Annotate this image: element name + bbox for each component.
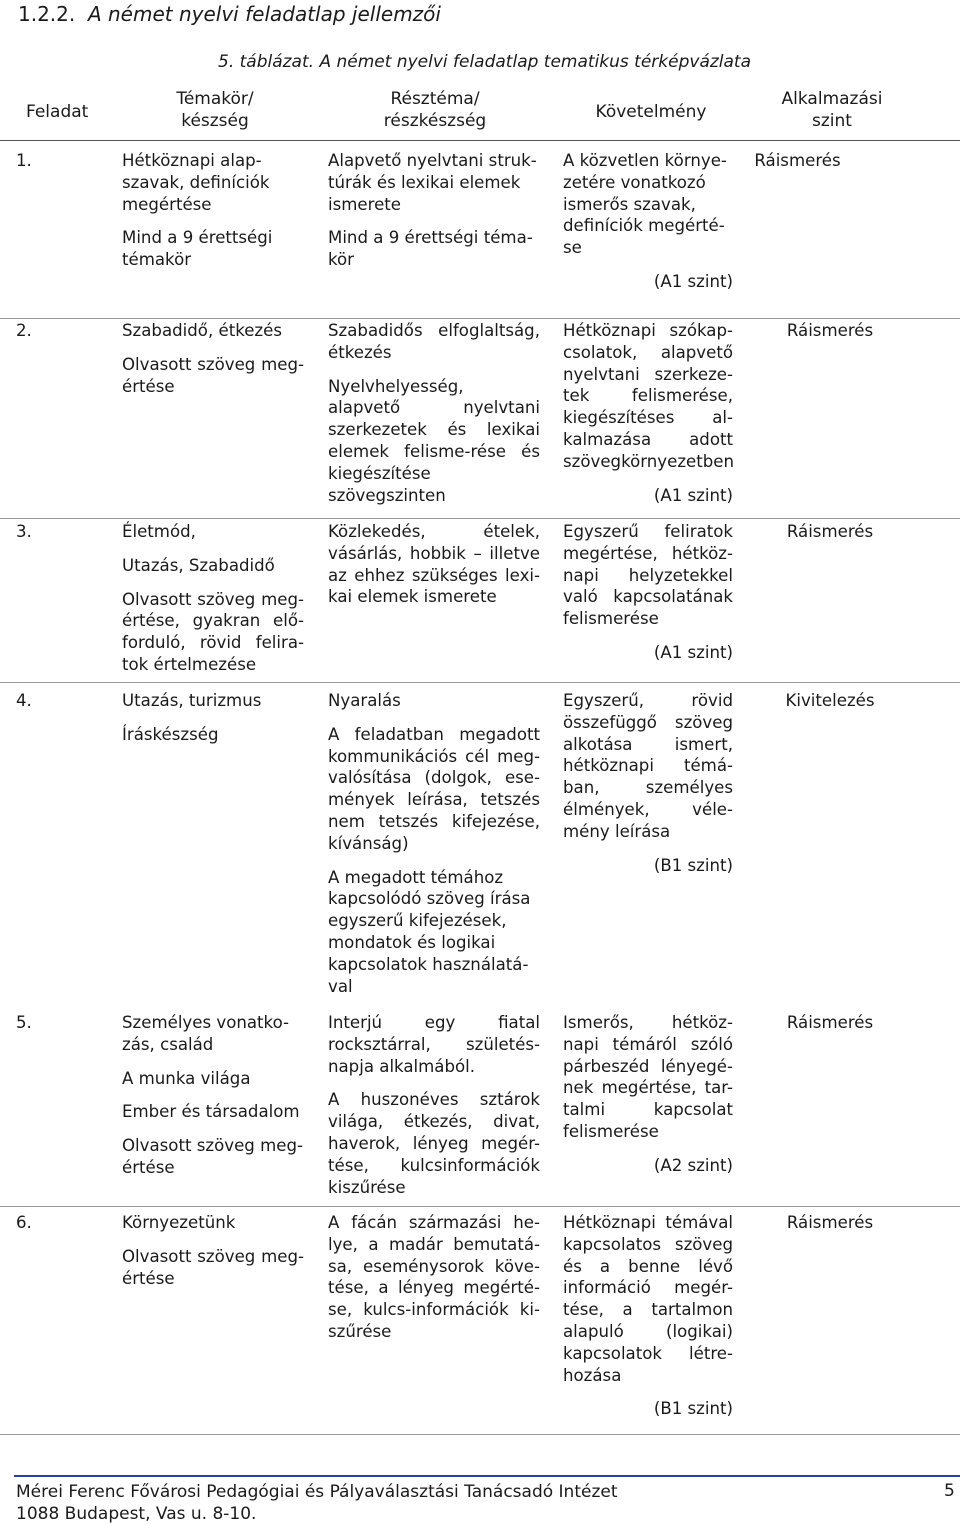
row-6-required-level: (B1 szint) [653,1399,733,1419]
row-5-requirement: Ismerős, hétköz-napi témáról szóló párbeszéd lényegé-nek megértése, tar-talmi kapcsolat felismerése (A2 szint) [563,1013,733,1175]
row-divider [0,518,960,519]
section-number: 1.2.2. [18,2,76,26]
row-6-number: 6. [16,1213,32,1232]
footer-address: 1088 Budapest, Vas u. 8-10. [16,1504,257,1524]
row-4-subtopic: Nyaralás A feladatban megadott kommunikációs cél meg-valósítása (dolgok, ese-mények leírása, tetszés nem tetszés kifejezése, kívánság) A megadott témához kapcsolódó szöveg írása egyszerű kifejezések, mondatok és logikai kapcsolatok használatá-val [328,691,540,996]
row-4-application-level: Kivitelezés [785,691,875,710]
column-header-task: Feladat [26,102,89,122]
page-number: 5 [944,1481,955,1501]
row-3-required-level: (A1 szint) [653,642,733,662]
row-3-subtopic: Közlekedés, ételek, vásárlás, hobbik – illetve az ehhez szükséges lexi-kai elemek ismerete [328,522,540,607]
row-divider [0,1206,960,1207]
row-1-topic: Hétköznapi alap-szavak, definíciók megértése Mind a 9 érettségi témakör [122,151,273,270]
table-caption: 5. táblázat. A német nyelvi feladatlap tematikus térképvázlata [218,52,752,72]
row-1-required-level: (A1 szint) [653,271,733,291]
row-5-topic: Személyes vonatko-zás, család A munka világa Ember és társadalom Olvasott szöveg meg-értése [122,1013,303,1177]
section-heading [18,2,441,26]
row-5-subtopic: Interjú egy fiatal rocksztárral, születés-napja alkalmából. A huszonéves sztárok világa, étkezés, divat, haverok, lényeg megér-tése, kulcsinformációk kiszűrése [328,1013,540,1197]
row-4-number: 4. [16,691,32,710]
row-4-topic: Utazás, turizmus Íráskészség [122,691,262,744]
row-2-application-level: Ráismerés [786,321,874,340]
row-3-application-level: Ráismerés [786,522,874,541]
footer [16,1481,618,1525]
row-5-application-level: Ráismerés [786,1013,874,1032]
column-header-subtopic: Résztéma/ részkészség [383,89,487,131]
table-bottom-divider [0,1434,960,1435]
row-2-topic: Szabadidő, étkezés Olvasott szöveg meg-értése [122,321,304,396]
row-2-number: 2. [16,321,32,340]
row-2-subtopic: Szabadidős elfoglaltság, étkezés Nyelvhelyesség, alapvető nyelvtani szerkezetek és lexikai elemek felisme-rése és kiegészítése szövegszinten [328,321,540,505]
row-6-application-level: Ráismerés [786,1213,874,1232]
row-divider [0,318,960,319]
row-1-number: 1. [16,151,32,170]
column-header-level: Alkalmazási szint [781,89,883,131]
row-3-requirement: Egyszerű feliratok megértése, hétköz-napi helyzetekkel való kapcsolatának felismerése (A1 szint) [563,522,733,662]
row-5-required-level: (A2 szint) [653,1155,733,1175]
row-2-requirement: Hétköznapi szókap-csolatok, alapvető nyelvtani szerkeze-tek felismerése, kiegészítéses al-kalmazása adott szövegkörnyezetben (A1 szint) [563,321,735,505]
section-title: A német nyelvi feladatlap jellemzői [87,2,441,26]
column-header-requirement: Követelmény [595,102,707,122]
row-6-subtopic: A fácán származási he-lye, a madár bemutatá-sa, eseménysorok köve-tése, a lényeg megérté-se, kulcs-információk ki-szűrése [328,1213,540,1341]
footer-institute: Mérei Ferenc Fővárosi Pedagógiai és Pályaválasztási Tanácsadó Intézet [16,1482,618,1502]
row-divider [0,682,960,683]
row-6-topic: Környezetünk Olvasott szöveg meg-értése [122,1213,304,1288]
footer-divider [14,1475,960,1477]
row-1-requirement: A közvetlen környe-zetére vonatkozó ismerős szavak, definíciók megérté-se (A1 szint) [563,151,733,291]
row-1-application-level: Ráismerés [754,151,841,170]
row-4-required-level: (B1 szint) [653,855,733,875]
row-5-number: 5. [16,1013,32,1032]
row-3-topic: Életmód, Utazás, Szabadidő Olvasott szöveg meg-értése, gyakran elő-forduló, rövid felira-tok értelmezése [122,522,304,674]
row-3-number: 3. [16,522,32,541]
row-6-requirement: Hétköznapi témával kapcsolatos szöveg és a benne lévő információ megér-tése, a tartalmon alapuló (logikai) kapcsolatok létre-hozása (B1 szint) [563,1213,733,1419]
row-1-subtopic: Alapvető nyelvtani struk-túrák és lexikai elemek ismerete Mind a 9 érettségi téma-kör [328,151,537,270]
row-2-required-level: (A1 szint) [653,485,733,505]
column-header-topic: Témakör/ készség [176,89,254,131]
header-divider [0,140,960,141]
row-4-requirement: Egyszerű, rövid összefüggő szöveg alkotása ismert, hétköznapi témá-ban, személyes élmények, véle-mény leírása (B1 szint) [563,691,733,875]
